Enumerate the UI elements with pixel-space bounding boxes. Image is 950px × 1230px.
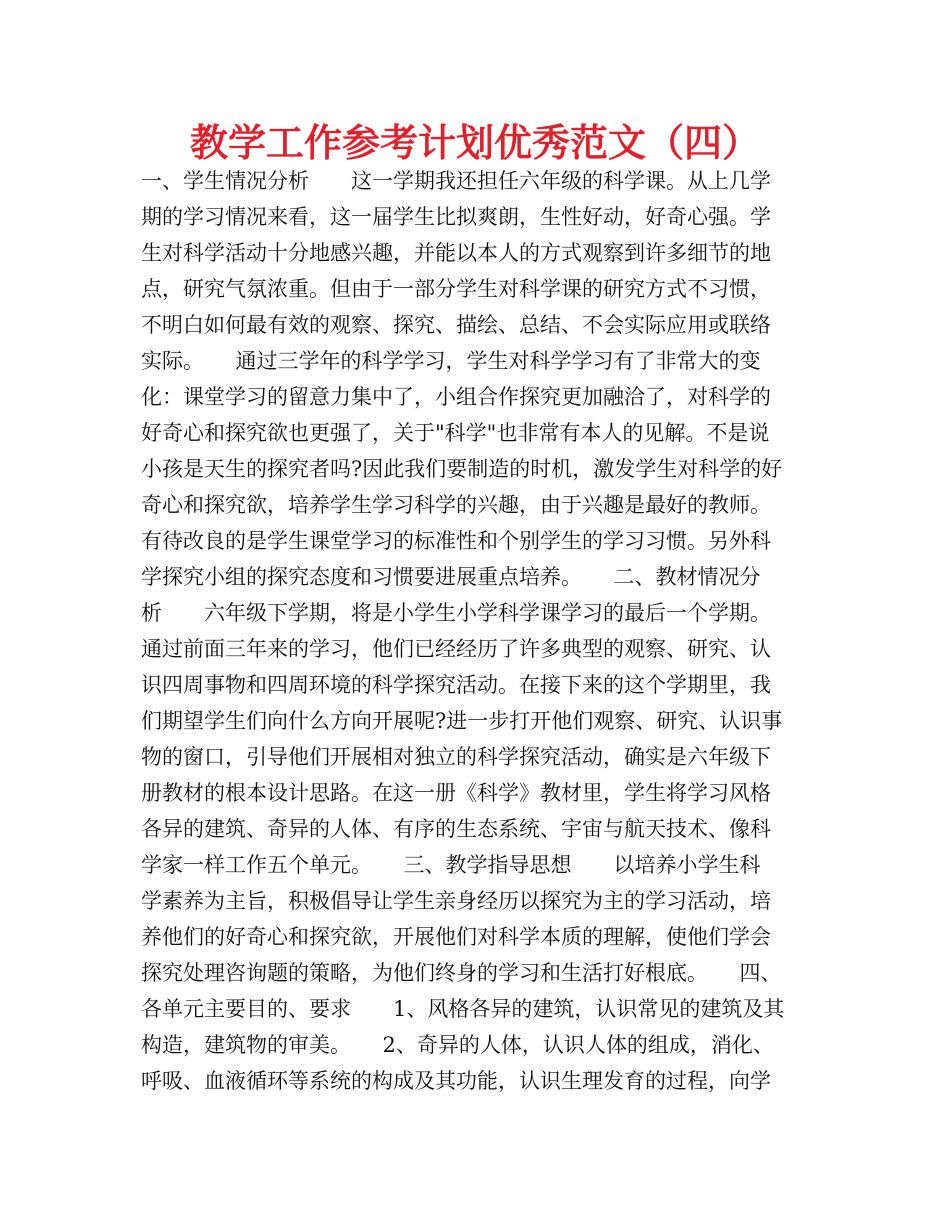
body-line: 析 六年级下学期，将是小学生小学科学课学习的最后一个学期。: [141, 601, 771, 625]
body-line: 小孩是天生的探究者吗?因此我们要制造的时机，激发学生对科学的好: [141, 457, 783, 481]
body-line: 一、学生情况分析 这一学期我还担任六年级的科学课。从上几学: [141, 169, 771, 193]
document-body: [141, 163, 821, 1099]
body-line: 探究处理咨询题的策略，为他们终身的学习和生活打好根底。 四、: [141, 961, 782, 985]
body-line: 有待改良的是学生课堂学习的标准性和个别学生的学习习惯。另外科: [141, 529, 771, 553]
body-line: 化：课堂学习的留意力集中了，小组合作探究更加融洽了，对科学的: [141, 385, 771, 409]
body-line: 物的窗口，引导他们开展相对独立的科学探究活动，确实是六年级下: [141, 745, 771, 769]
body-line: 册教材的根本设计思路。在这一册《科学》教材里，学生将学习风格: [141, 781, 771, 805]
body-line: 各异的建筑、奇异的人体、有序的生态系统、宇宙与航天技术、像科: [141, 817, 771, 841]
body-line: 学素养为主旨，积极倡导让学生亲身经历以探究为主的学习活动，培: [141, 889, 771, 913]
document-title: 教学工作参考计划优秀范文（四）: [189, 121, 760, 165]
body-line: 通过前面三年来的学习，他们已经经历了许多典型的观察、研究、认: [141, 637, 771, 661]
body-line: 学家一样工作五个单元。 三、教学指导思想 以培养小学生科: [141, 853, 761, 877]
body-line: 呼吸、血液循环等系统的构成及其功能，认识生理发育的过程，向学: [141, 1069, 771, 1093]
body-line: 不明白如何最有效的观察、探究、描绘、总结、不会实际应用或联络: [141, 313, 771, 337]
body-line: 学探究小组的探究态度和习惯要进展重点培养。 二、教材情况分: [141, 565, 761, 589]
body-line: 生对科学活动十分地感兴趣，并能以本人的方式观察到许多细节的地: [141, 241, 771, 265]
body-line: 养他们的好奇心和探究欲，开展他们对科学本质的理解，使他们学会: [141, 925, 771, 949]
body-line: 奇心和探究欲，培养学生学习科学的兴趣，由于兴趣是最好的教师。: [141, 493, 771, 517]
body-line: 好奇心和探究欲也更强了，关于"科学"也非常有本人的见解。不是说: [141, 421, 770, 445]
body-line: 各单元主要目的、要求 1、风格各异的建筑，认识常见的建筑及其: [141, 997, 785, 1021]
body-line: 构造，建筑物的审美。 2、奇异的人体，认识人体的组成，消化、: [141, 1033, 774, 1057]
body-line: 们期望学生们向什么方向开展呢?进一步打开他们观察、研究、认识事: [141, 709, 783, 733]
body-line: 实际。 通过三学年的科学学习，学生对科学学习有了非常大的变: [141, 349, 761, 373]
body-line: 期的学习情况来看，这一届学生比拟爽朗，生性好动，好奇心强。学: [141, 205, 771, 229]
body-line: 识四周事物和四周环境的科学探究活动。在接下来的这个学期里，我: [141, 673, 771, 697]
body-line: 点，研究气氛浓重。但由于一部分学生对科学课的研究方式不习惯，: [141, 277, 771, 301]
